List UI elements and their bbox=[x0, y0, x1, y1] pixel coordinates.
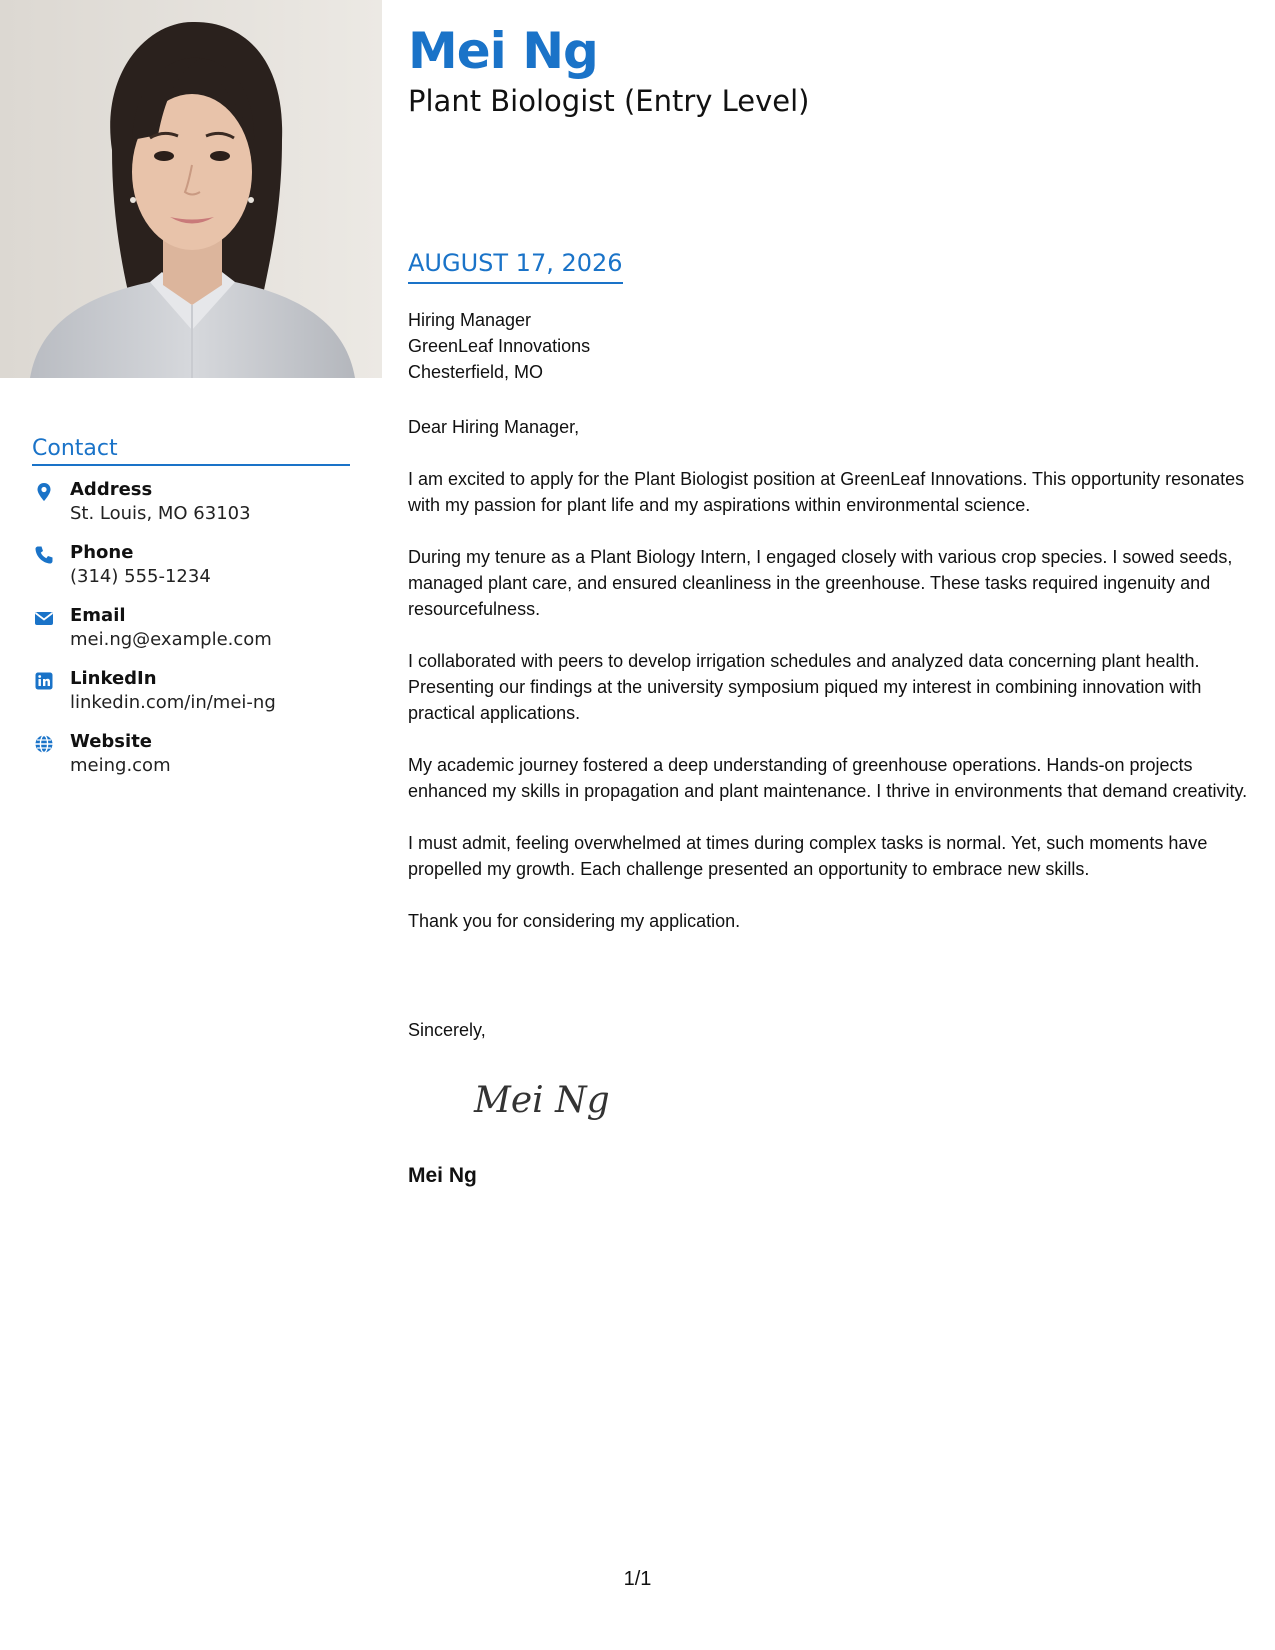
phone-label: Phone bbox=[70, 542, 134, 563]
contact-linkedin bbox=[32, 667, 350, 730]
contact-website bbox=[32, 730, 350, 793]
globe-icon bbox=[34, 734, 54, 754]
phone-value: (314) 555-1234 bbox=[70, 566, 211, 587]
handwritten-signature bbox=[468, 1072, 638, 1137]
job-title: Plant Biologist (Entry Level) bbox=[408, 84, 810, 118]
applicant-name: Mei Ng bbox=[408, 22, 598, 80]
page-number: 1/1 bbox=[623, 1568, 652, 1590]
paragraph: I must admit, feeling overwhelmed at times during complex tasks is normal. Yet, such moments have propelled my growth. Each challenge presented an opportunity to embrace new skills. bbox=[408, 833, 1208, 879]
email-icon bbox=[34, 608, 54, 628]
linkedin-value: linkedin.com/in/mei-ng bbox=[70, 692, 276, 713]
closing: Sincerely, bbox=[408, 1020, 486, 1040]
contact-list bbox=[32, 478, 350, 793]
profile-photo bbox=[0, 0, 382, 378]
contact-section bbox=[32, 436, 350, 793]
salutation: Dear Hiring Manager, bbox=[408, 417, 580, 437]
recipient-line: Hiring Manager bbox=[408, 310, 532, 330]
signature-text: Mei Ng bbox=[474, 1080, 610, 1121]
address-label: Address bbox=[70, 479, 153, 500]
linkedin-icon bbox=[34, 671, 54, 691]
paragraph: My academic journey fostered a deep understanding of greenhouse operations. Hands-on projects enhanced my skills in propagation and plant maintenance. I thrive in environments that demand creativity. bbox=[408, 755, 1248, 801]
paragraph: I collaborated with peers to develop irrigation schedules and analyzed data concerning plant health. Presenting our findings at the university symposium piqued my interest in combining innovation with practical applications. bbox=[408, 651, 1202, 723]
contact-email bbox=[32, 604, 350, 667]
recipient-line: GreenLeaf Innovations bbox=[408, 336, 591, 356]
phone-icon bbox=[34, 545, 54, 565]
recipient-line: Chesterfield, MO bbox=[408, 362, 544, 382]
contact-phone bbox=[32, 541, 350, 604]
letter-body bbox=[408, 414, 1250, 960]
address-value: St. Louis, MO 63103 bbox=[70, 503, 251, 524]
map-pin-icon bbox=[34, 482, 54, 502]
website-label: Website bbox=[70, 731, 153, 752]
paragraph: During my tenure as a Plant Biology Intern, I engaged closely with various crop species. I sowed seeds, managed plant care, and ensured cleanliness in the greenhouse. These tasks required ingenuity and resourcefulness. bbox=[408, 547, 1233, 619]
contact-address bbox=[32, 478, 350, 541]
sidebar bbox=[0, 0, 382, 1650]
website-value: meing.com bbox=[70, 755, 171, 776]
linkedin-label: LinkedIn bbox=[70, 668, 157, 689]
email-value: mei.ng@example.com bbox=[70, 629, 272, 650]
signed-name: Mei Ng bbox=[408, 1164, 477, 1187]
paragraph: I am excited to apply for the Plant Biologist position at GreenLeaf Innovations. This opportunity resonates with my passion for plant life and my aspirations within environmental science. bbox=[408, 469, 1245, 515]
email-label: Email bbox=[70, 605, 126, 626]
letter-date: AUGUST 17, 2026 bbox=[408, 249, 623, 284]
contact-heading: Contact bbox=[32, 436, 350, 466]
paragraph: Thank you for considering my application. bbox=[408, 911, 741, 931]
recipient-block bbox=[408, 307, 590, 385]
